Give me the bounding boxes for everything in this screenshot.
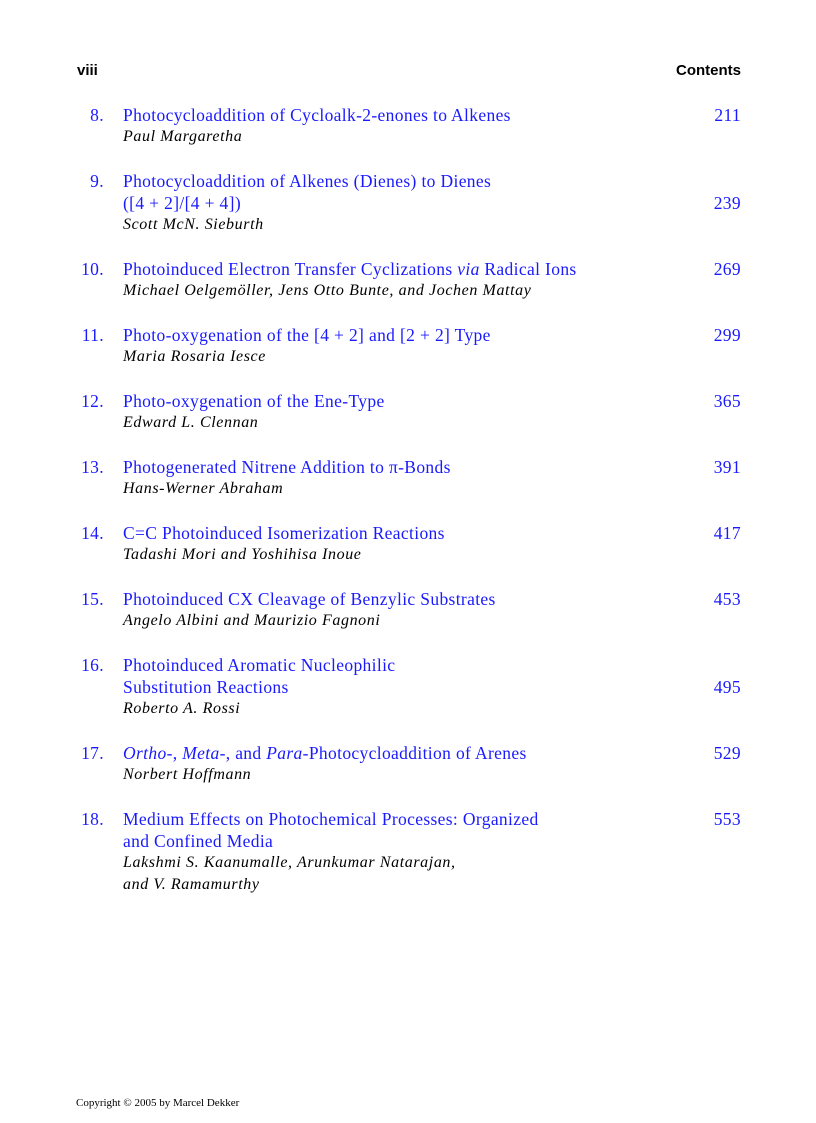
chapter-page-number[interactable]: 299 [713,325,741,345]
chapter-number: 13. [81,457,104,477]
chapter-page-number[interactable]: 365 [713,391,741,411]
chapter-authors: Paul Margaretha [123,128,243,145]
title-italic-text: Ortho [123,743,167,763]
title-text: -Photocycloaddition of Arenes [302,743,527,763]
chapter-content [123,324,683,368]
toc-entry[interactable] [0,170,816,236]
chapter-content [123,742,683,786]
toc-entry[interactable] [0,456,816,500]
chapter-content [123,808,683,896]
chapter-authors: and V. Ramamurthy [123,876,260,893]
chapter-authors: Norbert Hoffmann [123,766,252,783]
chapter-authors: Michael Oelgemöller, Jens Otto Bunte, and Jochen Mattay [123,282,532,299]
title-text: C=C Photoinduced Isomerization Reactions [123,523,445,543]
chapter-page-number[interactable]: 553 [713,809,741,829]
title-text: Photo-oxygenation of the Ene-Type [123,391,385,411]
title-text: Photogenerated Nitrene Addition to π-Bonds [123,457,451,477]
toc-entry[interactable] [0,808,816,896]
chapter-content [123,456,683,500]
running-head [77,62,741,82]
table-of-contents [0,104,816,918]
chapter-number: 14. [81,523,104,543]
chapter-title-line[interactable] [123,456,683,478]
chapter-number: 16. [81,655,104,675]
chapter-authors: Lakshmi S. Kaanumalle, Arunkumar Natarajan, [123,854,456,871]
chapter-authors: Maria Rosaria Iesce [123,348,266,365]
chapter-number: 8. [90,105,104,125]
chapter-page-number[interactable]: 453 [713,589,741,609]
title-text: Photocycloaddition of Alkenes (Dienes) to Dienes [123,171,492,191]
title-italic-text: Para [266,743,303,763]
chapter-title-line[interactable] [123,830,683,852]
chapter-content [123,390,683,434]
chapter-authors: Roberto A. Rossi [123,700,241,717]
chapter-number: 10. [81,259,104,279]
title-text: ([4 + 2]/[4 + 4]) [123,193,242,213]
chapter-title-line[interactable] [123,258,683,280]
title-text: and Confined Media [123,831,274,851]
chapter-page-number[interactable]: 211 [714,105,741,125]
chapter-number: 9. [90,171,104,191]
chapter-title-line[interactable] [123,324,683,346]
chapter-number: 18. [81,809,104,829]
chapter-title-line[interactable] [123,654,683,676]
chapter-authors: Scott McN. Sieburth [123,216,264,233]
chapter-number: 12. [81,391,104,411]
toc-entry[interactable] [0,522,816,566]
chapter-page-number[interactable]: 391 [713,457,741,477]
toc-entry[interactable] [0,742,816,786]
title-text: -, and [219,743,267,763]
title-text: Photocycloaddition of Cycloalk-2-enones to Alkenes [123,105,511,125]
toc-entry[interactable] [0,258,816,302]
chapter-number: 11. [81,325,104,345]
chapter-page-number[interactable]: 529 [713,743,741,763]
chapter-authors: Angelo Albini and Maurizio Fagnoni [123,612,381,629]
chapter-title-line[interactable] [123,390,683,412]
chapter-title-line[interactable] [123,676,683,698]
chapter-authors: Edward L. Clennan [123,414,259,431]
title-text: Radical Ions [479,259,577,279]
toc-entry[interactable] [0,324,816,368]
chapter-page-number[interactable]: 239 [713,193,741,213]
chapter-content [123,170,683,236]
title-text: Photoinduced Electron Transfer Cyclizations [123,259,458,279]
title-text: Photoinduced CX Cleavage of Benzylic Substrates [123,589,496,609]
title-text: Photoinduced Aromatic Nucleophilic [123,655,396,675]
copyright-footer: Copyright © 2005 by Marcel Dekker [76,1097,240,1109]
toc-entry[interactable] [0,588,816,632]
chapter-title-line[interactable] [123,522,683,544]
chapter-page-number[interactable]: 417 [713,523,741,543]
toc-entry[interactable] [0,104,816,148]
chapter-number: 17. [81,743,104,763]
running-head-title: Contents [676,62,741,79]
chapter-page-number[interactable]: 495 [713,677,741,697]
title-text: Substitution Reactions [123,677,289,697]
chapter-title-line[interactable] [123,808,683,830]
chapter-content [123,258,683,302]
chapter-content [123,588,683,632]
title-text: -, [166,743,183,763]
toc-entry[interactable] [0,654,816,720]
toc-entry[interactable] [0,390,816,434]
chapter-authors: Tadashi Mori and Yoshihisa Inoue [123,546,362,563]
chapter-content [123,654,683,720]
title-italic-text: Meta [182,743,220,763]
chapter-authors: Hans-Werner Abraham [123,480,284,497]
chapter-content [123,104,683,148]
title-italic-text: via [457,259,480,279]
chapter-content [123,522,683,566]
chapter-number: 15. [81,589,104,609]
title-text: Photo-oxygenation of the [4 + 2] and [2 + 2] Type [123,325,491,345]
chapter-title-line[interactable] [123,588,683,610]
chapter-title-line[interactable] [123,170,683,192]
page-number-roman: viii [77,62,98,79]
chapter-title-line[interactable] [123,192,683,214]
chapter-page-number[interactable]: 269 [713,259,741,279]
chapter-title-line[interactable] [123,104,683,126]
chapter-title-line[interactable] [123,742,683,764]
title-text: Medium Effects on Photochemical Processes: Organized [123,809,539,829]
